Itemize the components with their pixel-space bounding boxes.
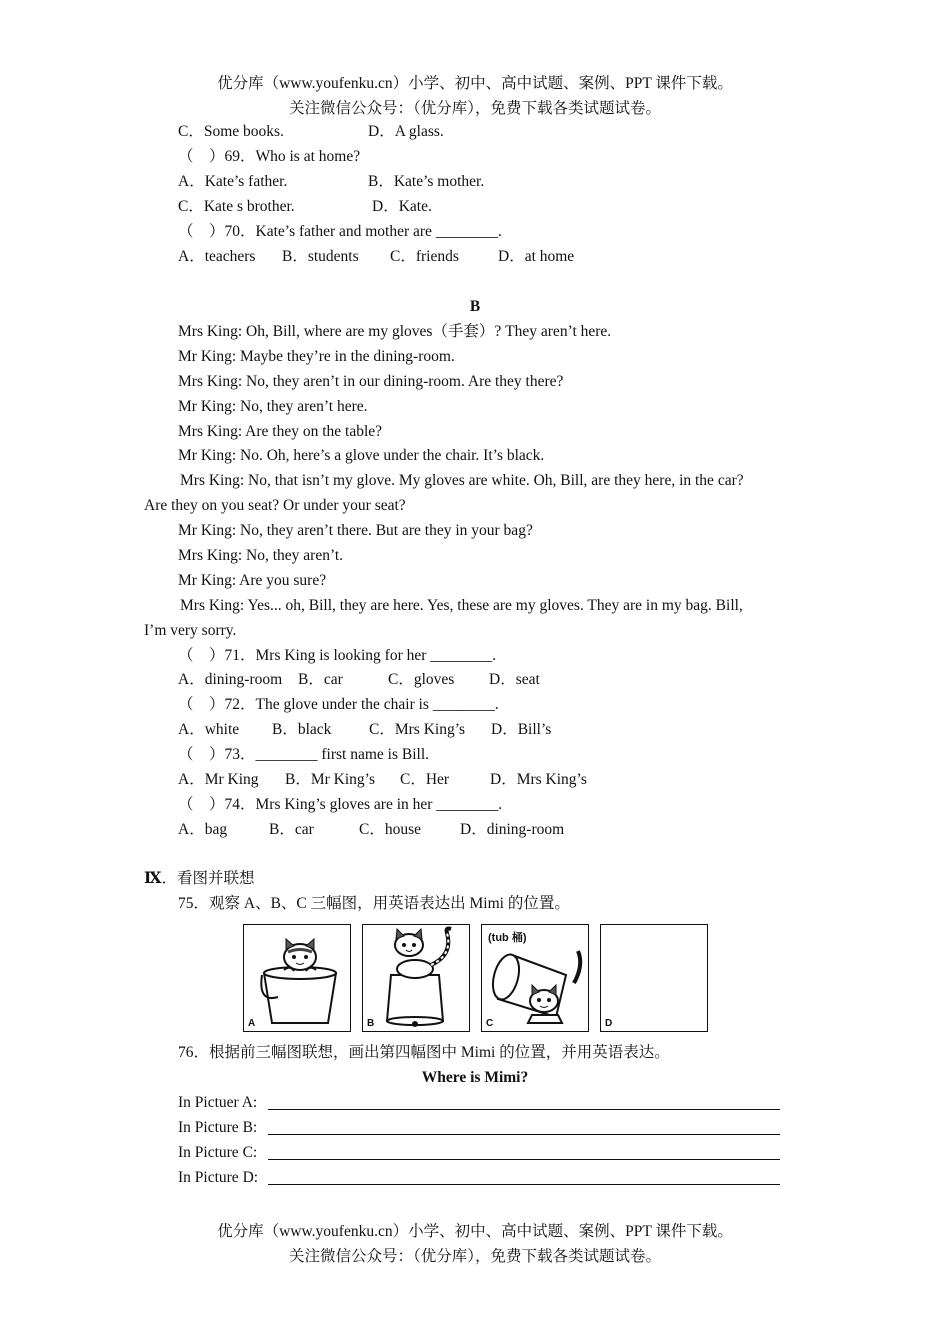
header-line-1: 优分库（www.youfenku.cn）小学、初中、高中试题、案例、PPT 课件下载。: [217, 75, 733, 92]
header-line-2: 关注微信公众号：（优分库），免费下载各类试题试卷。: [288, 100, 661, 117]
q69-options-row2: [178, 197, 432, 217]
option-d: D．A glass.: [368, 123, 444, 140]
dialogue-line: Mrs King: No, that isn’t my glove. My gloves are white. Oh, Bill, are they here, in the car?: [180, 472, 744, 489]
question-75: 75．观察 A、B、C 三幅图，用英语表达出 Mimi 的位置。: [178, 895, 570, 912]
footer-line-2: 关注微信公众号：（优分库），免费下载各类试题试卷。: [288, 1248, 661, 1265]
picture-a-cat-in-bucket: [243, 924, 351, 1032]
option-c: C．gloves: [388, 671, 455, 688]
q71-options: [178, 670, 540, 690]
dialogue-line: Mr King: Maybe they’re in the dining-room.: [178, 348, 455, 365]
dialogue-line: Are they on you seat? Or under your seat?: [144, 497, 406, 514]
section-number: Ⅸ: [144, 870, 162, 887]
part-b-heading: B: [469, 298, 481, 315]
picture-b-cat-on-bucket: [362, 924, 470, 1032]
answer-line-b[interactable]: [268, 1134, 780, 1135]
dialogue-line: Mr King: Are you sure?: [178, 572, 327, 589]
dialogue-line: I’m very sorry.: [144, 622, 237, 639]
where-is-mimi-title: Where is Mimi?: [421, 1069, 529, 1086]
option-a: A．dining-room: [178, 671, 283, 688]
option-c: C．Mrs King’s: [369, 721, 466, 738]
section-title: ．看图并联想: [161, 870, 255, 887]
picture-label: D: [605, 1018, 613, 1029]
answer-label-c: In Picture C:: [178, 1144, 258, 1161]
answer-label-d: In Picture D:: [178, 1169, 259, 1186]
question-74: （ ）74．Mrs King’s gloves are in her ________.: [178, 796, 503, 813]
option-b: B．black: [272, 721, 332, 738]
dialogue-line: Mr King: No, they aren’t there. But are they in your bag?: [178, 522, 533, 539]
option-a: A．white: [178, 721, 240, 738]
q69-options-row1: [178, 172, 484, 192]
picture-d-blank: [600, 924, 708, 1032]
answer-line-c[interactable]: [268, 1159, 780, 1160]
option-b: B．Mr King’s: [285, 771, 375, 788]
question-71: （ ）71．Mrs King is looking for her ________.: [178, 647, 497, 664]
option-a: A．teachers: [178, 248, 256, 265]
picture-label: A: [248, 1018, 256, 1029]
option-d: D．Bill’s: [491, 721, 552, 738]
option-b: B．car: [269, 821, 314, 838]
dialogue-line: Mr King: No, they aren’t here.: [178, 398, 368, 415]
cat-in-bucket-drawing: [244, 925, 352, 1033]
dialogue-line: Mrs King: No, they aren’t.: [178, 547, 344, 564]
q70-options: [178, 247, 574, 267]
dialogue-line: Mrs King: Yes... oh, Bill, they are here. Yes, these are my gloves. They are in my bag. Bill,: [180, 597, 743, 614]
option-a: A．bag: [178, 821, 228, 838]
q72-options: [178, 720, 551, 740]
q74-options: [178, 820, 564, 840]
dialogue-line: Mrs King: No, they aren’t in our dining-room. Are they there?: [178, 373, 564, 390]
option-d: D．at home: [498, 248, 575, 265]
question-70: （ ）70．Kate’s father and mother are ________.: [178, 223, 502, 240]
dialogue-line: Mr King: No. Oh, here’s a glove under the chair. It’s black.: [178, 447, 545, 464]
q68-options: [178, 122, 444, 142]
option-c: C．Kate s brother.: [178, 198, 295, 215]
cat-under-tub-drawing: [482, 925, 590, 1033]
question-72: （ ）72．The glove under the chair is ________.: [178, 696, 499, 713]
option-a: A．Mr King: [178, 771, 259, 788]
dialogue-line: Mrs King: Are they on the table?: [178, 423, 383, 440]
answer-label-a: In Pictuer A:: [178, 1094, 258, 1111]
question-69: （ ）69．Who is at home?: [178, 148, 361, 165]
option-d: D．Kate.: [372, 198, 432, 215]
option-d: D．seat: [489, 671, 540, 688]
option-c: C．Her: [400, 771, 450, 788]
answer-line-d[interactable]: [268, 1184, 780, 1185]
option-c: C．friends: [390, 248, 459, 265]
footer-line-1: 优分库（www.youfenku.cn）小学、初中、高中试题、案例、PPT 课件下载。: [217, 1223, 733, 1240]
tub-label: (tub 桶): [488, 932, 527, 944]
answer-line-a[interactable]: [268, 1109, 780, 1110]
question-73: （ ）73．________ first name is Bill.: [178, 746, 430, 763]
question-76: 76．根据前三幅图联想，画出第四幅图中 Mimi 的位置，并用英语表达。: [178, 1044, 670, 1061]
option-b: B．car: [298, 671, 343, 688]
option-a: A．Kate’s father.: [178, 173, 288, 190]
picture-label: C: [486, 1018, 494, 1029]
cat-on-bucket-drawing: [363, 925, 471, 1033]
option-b: B．students: [282, 248, 359, 265]
option-b: B．Kate’s mother.: [368, 173, 485, 190]
option-d: D．Mrs King’s: [490, 771, 587, 788]
option-c: C．house: [359, 821, 422, 838]
picture-c-cat-under-tub: [481, 924, 589, 1032]
section-9-heading: [144, 869, 254, 889]
dialogue-line: Mrs King: Oh, Bill, where are my gloves（手套）? They aren’t here.: [178, 323, 612, 340]
answer-label-b: In Picture B:: [178, 1119, 258, 1136]
option-d: D．dining-room: [460, 821, 565, 838]
option-c: C．Some books.: [178, 123, 284, 140]
q73-options: [178, 770, 587, 790]
picture-label: B: [367, 1018, 375, 1029]
